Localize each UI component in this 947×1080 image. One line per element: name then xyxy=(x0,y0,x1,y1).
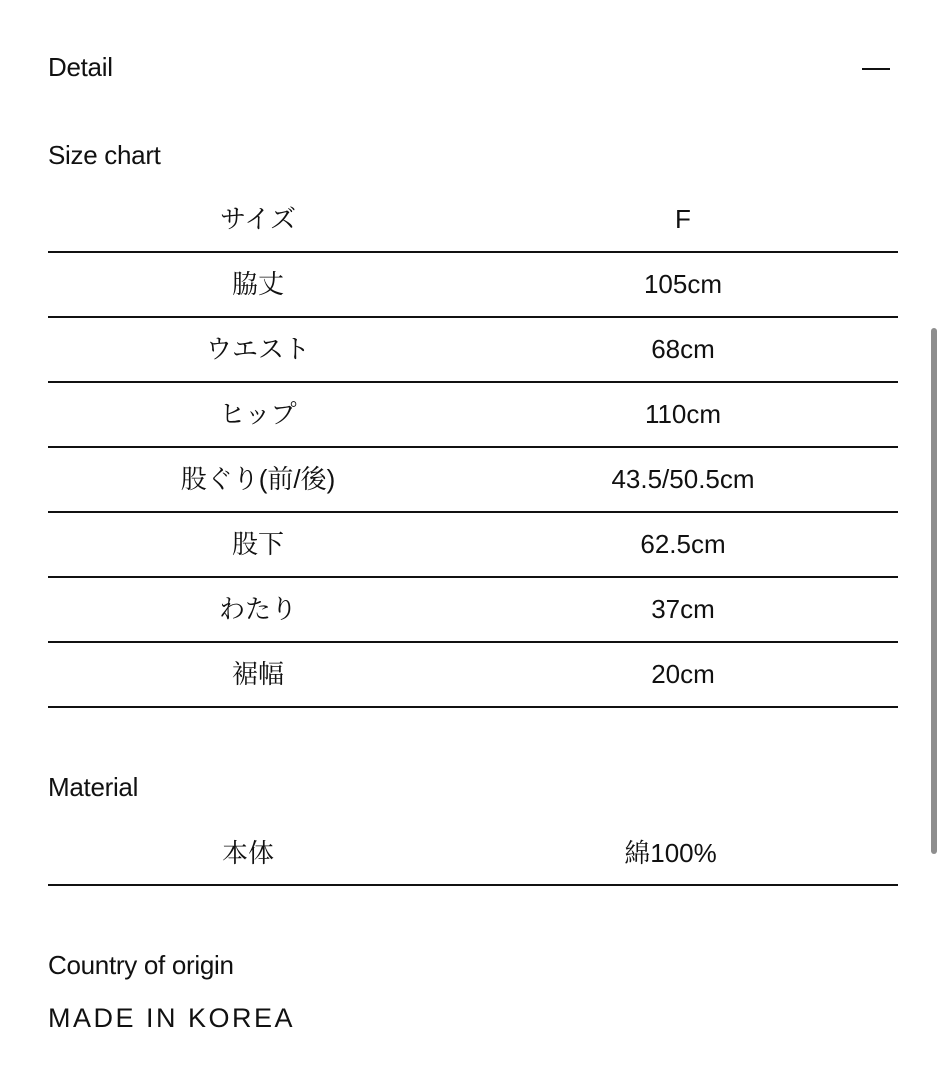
size-chart-title: Size chart xyxy=(48,140,161,170)
detail-title: Detail xyxy=(48,52,113,82)
table-row xyxy=(48,513,898,578)
size-chart-table xyxy=(48,188,898,708)
row-label: 股下 xyxy=(231,529,284,559)
detail-accordion-header[interactable] xyxy=(48,48,898,88)
row-label: 本体 xyxy=(221,838,274,868)
table-row xyxy=(48,448,898,513)
size-chart-header-row xyxy=(48,188,898,253)
minus-icon xyxy=(862,68,890,70)
row-value: 105cm xyxy=(643,269,723,299)
row-label: 裾幅 xyxy=(231,659,284,689)
table-row xyxy=(48,643,898,708)
material-table xyxy=(48,822,898,886)
collapse-toggle-button[interactable] xyxy=(860,48,894,88)
row-value: 37cm xyxy=(651,594,715,624)
table-row xyxy=(48,383,898,448)
row-label: 股ぐり(前/後) xyxy=(180,464,336,494)
material-title: Material xyxy=(48,772,139,802)
table-row xyxy=(48,578,898,643)
row-value: 43.5/50.5cm xyxy=(611,464,755,494)
row-value: 20cm xyxy=(651,659,715,689)
vertical-scrollbar[interactable] xyxy=(931,328,937,854)
row-label: ウエスト xyxy=(205,334,310,364)
table-row xyxy=(48,318,898,383)
row-label: わたり xyxy=(218,594,297,624)
table-row xyxy=(48,253,898,318)
row-value: 68cm xyxy=(651,334,715,364)
size-chart-header-label: サイズ xyxy=(220,204,296,234)
row-label: 脇丈 xyxy=(231,269,284,299)
row-value: 62.5cm xyxy=(640,529,726,559)
table-row xyxy=(48,822,898,886)
row-value: 綿100% xyxy=(624,838,717,868)
country-of-origin-title: Country of origin xyxy=(48,950,234,980)
size-chart-header-value: F xyxy=(675,204,691,234)
country-of-origin-value: MADE IN KOREA xyxy=(48,1003,296,1033)
row-label: ヒップ xyxy=(219,399,297,429)
row-value: 110cm xyxy=(644,399,722,429)
